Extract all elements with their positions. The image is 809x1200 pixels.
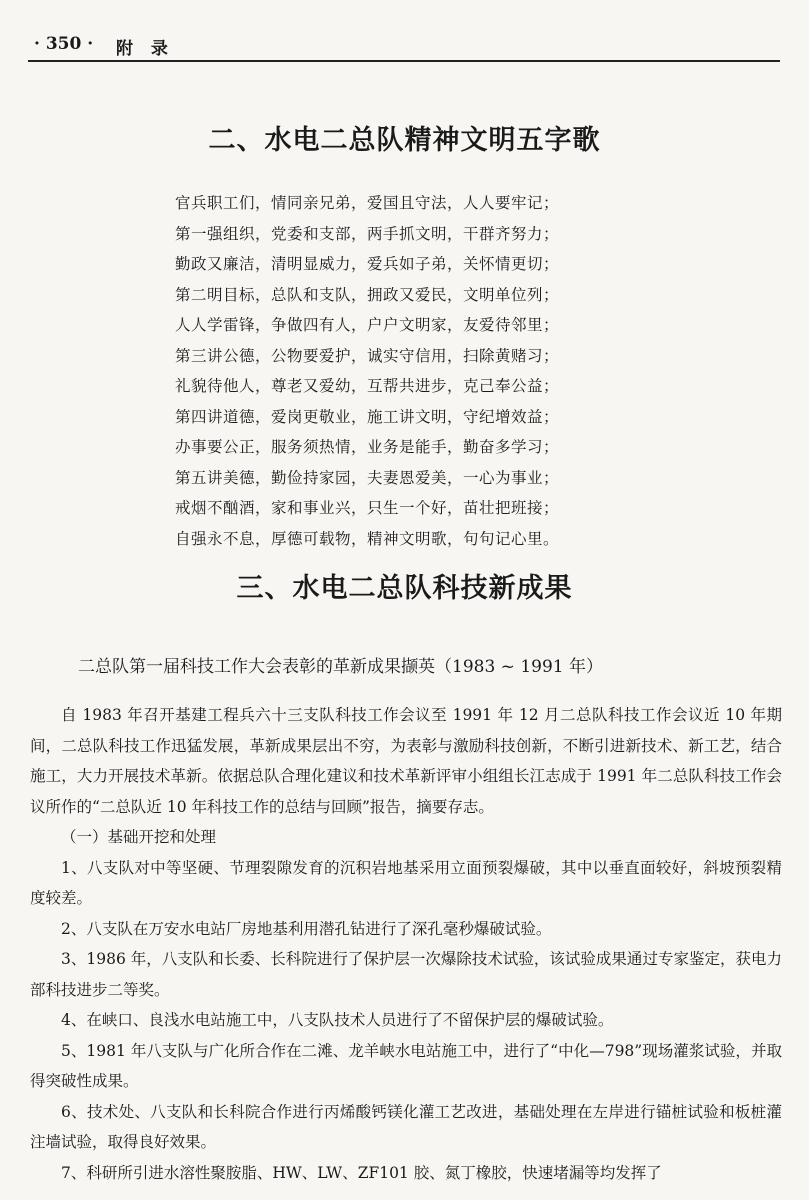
poem-line: 礼貌待他人，尊老又爱幼，互帮共进步，克己奉公益； bbox=[175, 377, 560, 395]
paragraph: 1、八支队对中等坚硬、节理裂隙发育的沉积岩地基采用立面预裂爆破，其中以垂直面较好，斜坡预裂精度较差。 bbox=[30, 858, 782, 907]
poem-line: 第四讲道德，爱岗更敬业，施工讲文明，守纪增效益； bbox=[175, 407, 560, 426]
paragraph: 自 1983 年召开基建工程兵六十三支队科技工作会议至 1991 年 12 月二总队科技工作会议近 10 年期间，二总队科技工作迅猛发展，革新成果层出不穷，为表彰与激励科技创新，不断引进新技术、新工艺，结合施工，大力开展技术革新。依据总队合理化建议和技术革新评审小组组长江志成于 1991 年二总队科技工作会议所作的“二总队近 10 年科技工作的总结与回顾”报告，摘要存志。 bbox=[30, 706, 782, 816]
body-text bbox=[30, 700, 782, 1188]
poem-line: 第五讲美德，勤俭持家园，夫妻恩爱美，一心为事业； bbox=[175, 468, 560, 487]
section-name: 附 录 bbox=[116, 39, 174, 59]
poem bbox=[175, 188, 635, 554]
paragraph: 5、1981 年八支队与广化所合作在二滩、龙羊峡水电站施工中，进行了“中化—798”现场灌浆试验，并取得突破性成果。 bbox=[30, 1041, 782, 1090]
paragraph: 7、科研所引进水溶性聚胺脂、HW、LW、ZF101 胶、氮丁橡胶，快速堵漏等均发挥了 bbox=[61, 1163, 662, 1182]
paragraph: 3、1986 年，八支队和长委、长科院进行了保护层一次爆除技术试验，该试验成果通过专家鉴定，获电力部科技进步二等奖。 bbox=[30, 950, 782, 999]
poem-line: 办事要公正，服务须热情，业务是能手，勤奋多学习； bbox=[175, 438, 560, 456]
paragraph: 2、八支队在万安水电站厂房地基利用潜孔钻进行了深孔毫秒爆破试验。 bbox=[61, 919, 552, 938]
subsection-title: 二总队第一届科技工作大会表彰的革新成果撷英（1983 ~ 1991 年） bbox=[78, 657, 603, 677]
paragraph-heading: （一）基础开挖和处理 bbox=[61, 828, 217, 846]
poem-line: 人人学雷锋，争做四有人，户户文明家，友爱待邻里； bbox=[175, 316, 560, 334]
section-title-song: 二、水电二总队精神文明五字歌 bbox=[208, 125, 601, 156]
poem-line: 自强永不息，厚德可载物，精神文明歌，句句记心里。 bbox=[175, 529, 560, 548]
poem-line: 官兵职工们，情同亲兄弟，爱国且守法，人人要牢记； bbox=[175, 194, 560, 212]
poem-line: 第一强组织，党委和支部，两手抓文明，干群齐努力； bbox=[175, 224, 560, 243]
page-number: · 350 · bbox=[34, 34, 94, 54]
paragraph: 4、在峡口、良浅水电站施工中，八支队技术人员进行了不留保护层的爆破试验。 bbox=[61, 1011, 614, 1029]
poem-line: 戒烟不酗酒，家和事业兴，只生一个好，苗壮把班接； bbox=[175, 499, 560, 517]
section-title-tech: 三、水电二总队科技新成果 bbox=[236, 573, 573, 604]
page-header bbox=[28, 30, 780, 62]
poem-line: 第二明目标，总队和支队，拥政又爱民，文明单位列； bbox=[175, 285, 560, 304]
poem-line: 第三讲公德，公物要爱护，诚实守信用，扫除黄赌习； bbox=[175, 346, 560, 365]
paragraph: 6、技术处、八支队和长科院合作进行丙烯酸钙镁化灌工艺改进，基础处理在左岸进行锚桩试验和板桩灌注墙试验，取得良好效果。 bbox=[30, 1102, 782, 1151]
poem-line: 勤政又廉洁，清明显威力，爱兵如子弟，关怀情更切； bbox=[175, 255, 560, 273]
